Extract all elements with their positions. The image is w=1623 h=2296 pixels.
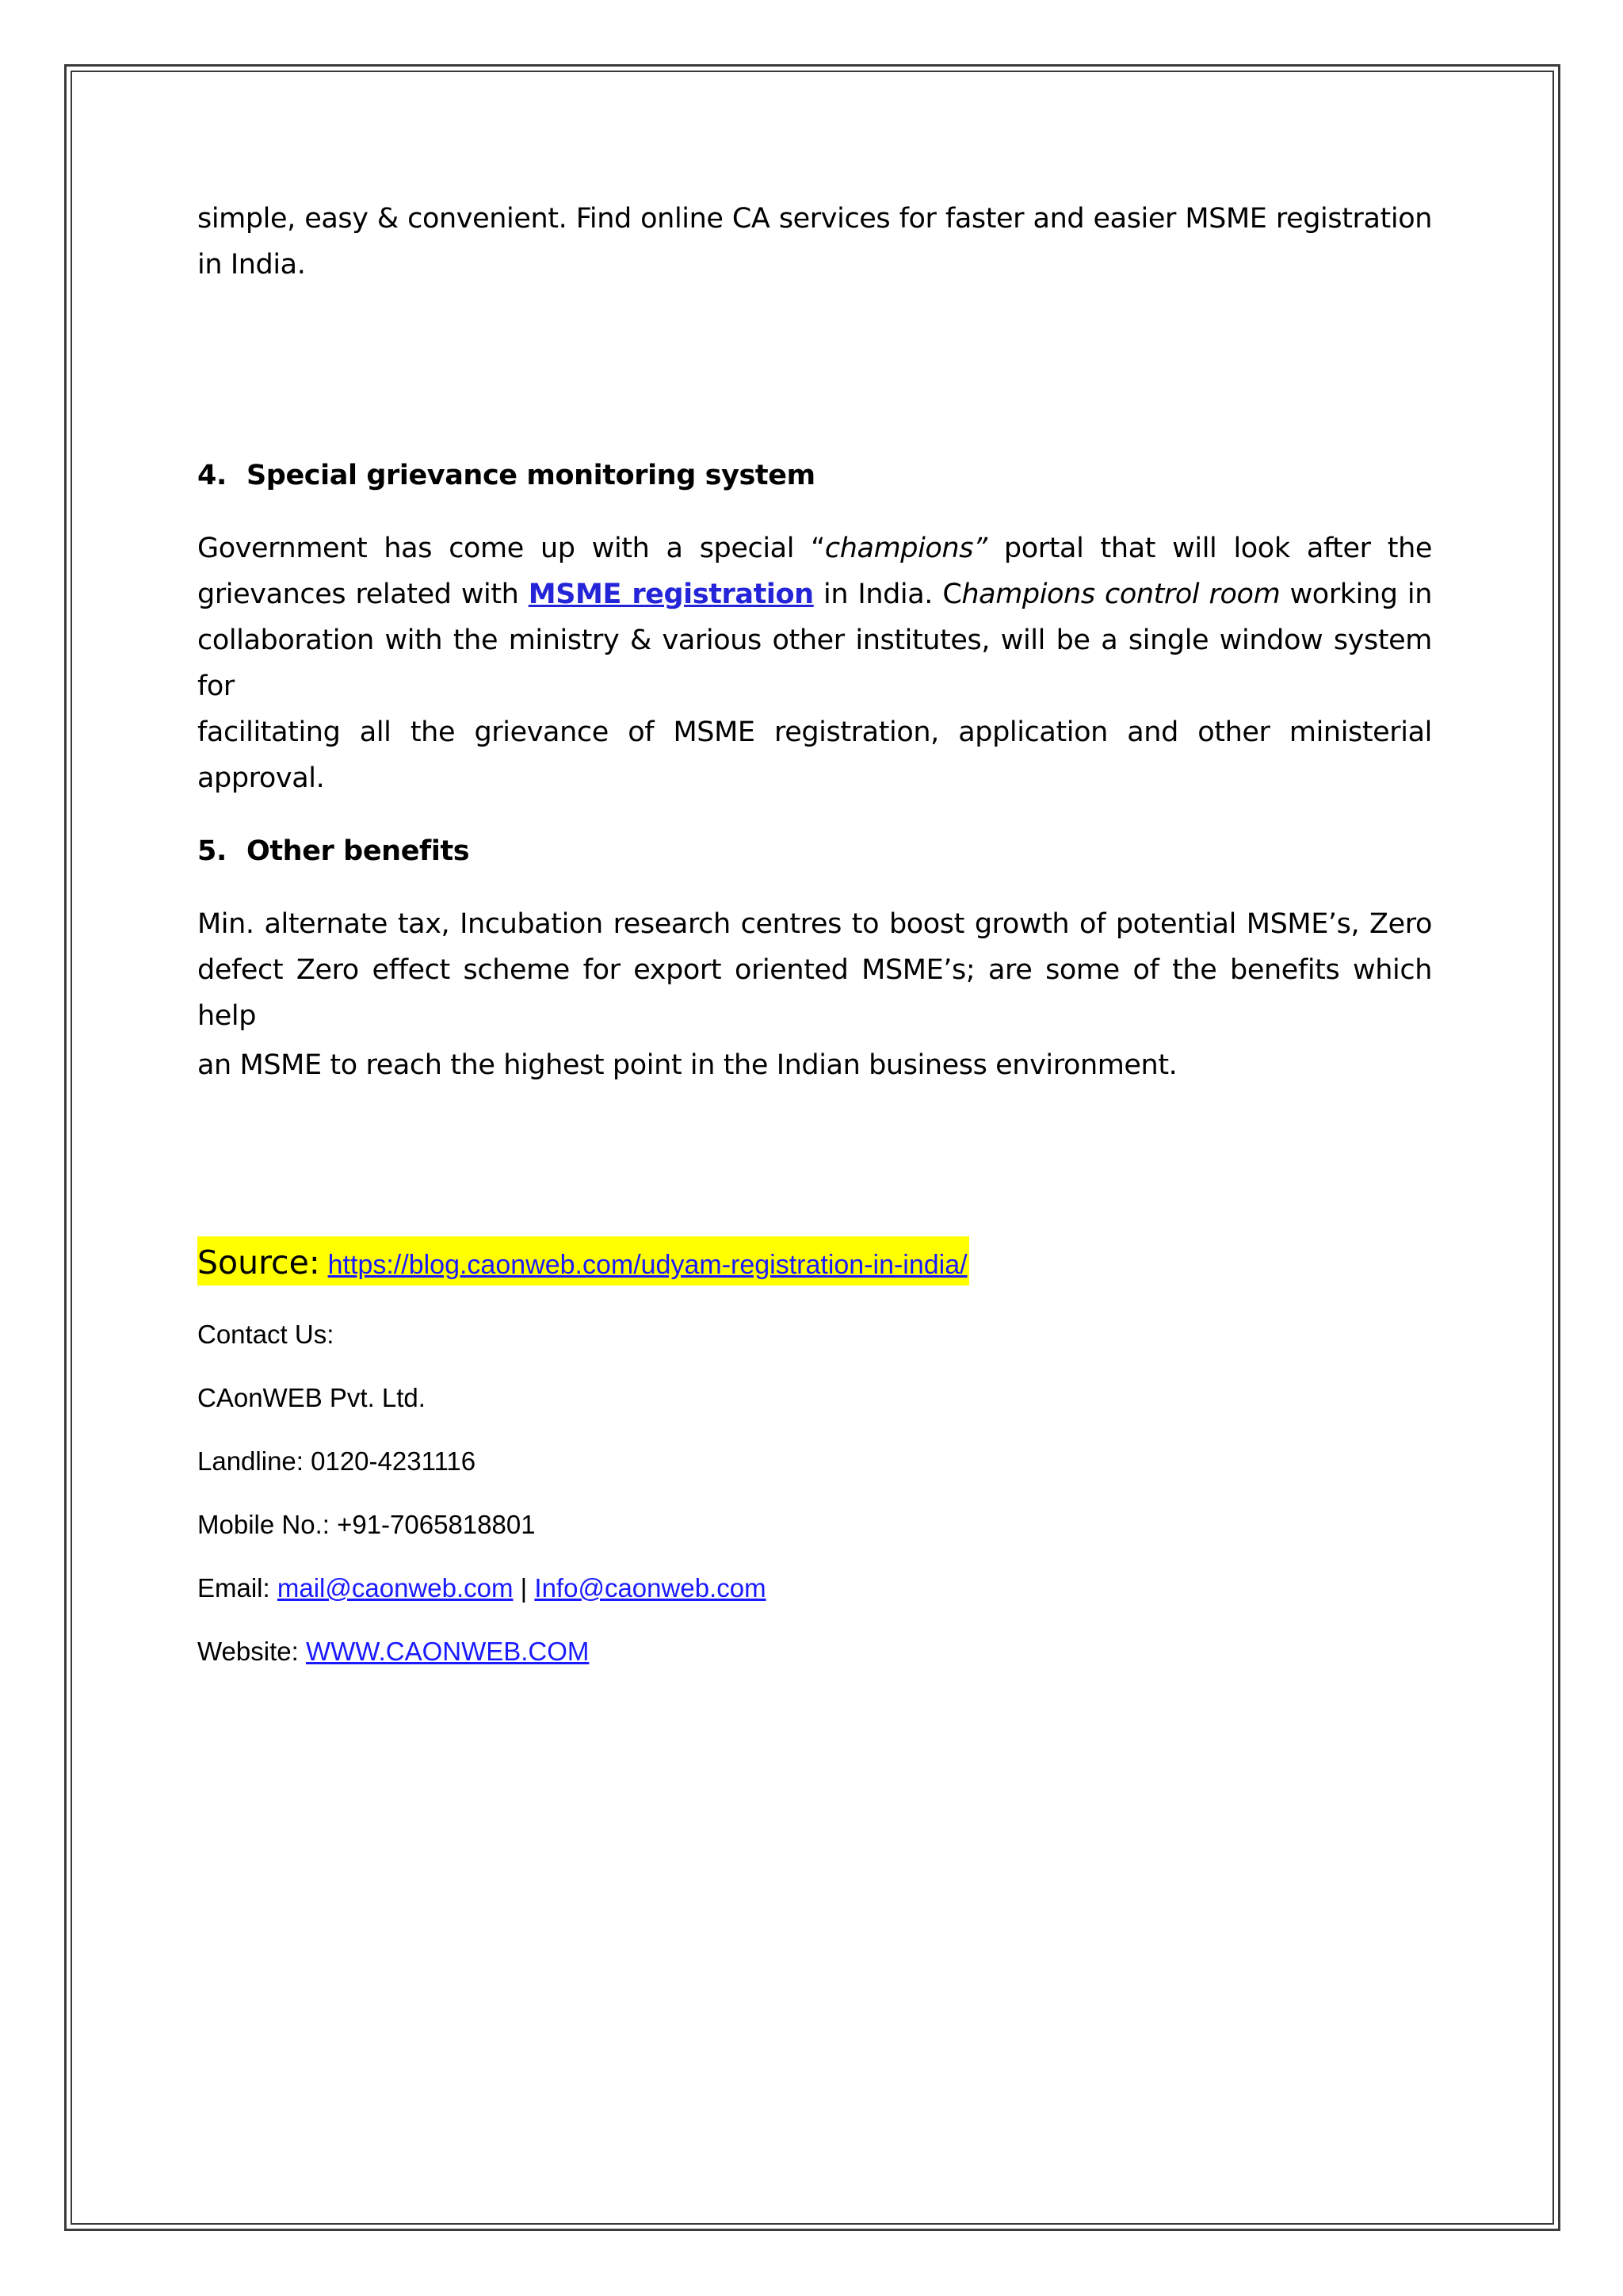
- msme-registration-link[interactable]: MSME registration: [528, 579, 814, 610]
- email-link-mail[interactable]: mail@caonweb.com: [277, 1573, 514, 1603]
- section-5-number: 5.: [197, 835, 227, 867]
- contact-mobile: Mobile No.: +91-7065818801: [197, 1510, 536, 1539]
- italic-control-room: hampions control room: [961, 579, 1281, 610]
- text-run: in India. C: [813, 579, 962, 610]
- email-separator: |: [513, 1573, 535, 1603]
- website-link[interactable]: WWW.CAONWEB.COM: [305, 1637, 590, 1666]
- section-4-number: 4.: [197, 460, 227, 491]
- contact-website: [197, 1636, 589, 1668]
- section-4-line-2: [197, 571, 1432, 617]
- page-border-inner: [71, 71, 1554, 2225]
- section-4-line-5: approval.: [197, 762, 325, 794]
- section-5-title: Other benefits: [246, 835, 470, 867]
- text-run: working in: [1280, 579, 1433, 610]
- section-4-title: Special grievance monitoring system: [246, 460, 815, 491]
- intro-paragraph: [197, 196, 1432, 288]
- section-5-heading: [197, 834, 1432, 869]
- source-line: [197, 1236, 969, 1286]
- section-5-paragraph: [197, 901, 1432, 1088]
- text-run: Government has come up with a special “: [197, 533, 825, 564]
- contact-heading: Contact Us:: [197, 1320, 334, 1349]
- source-label: Source:: [197, 1244, 320, 1282]
- text-run: grievances related with: [197, 579, 529, 610]
- section-5-line-2: defect Zero effect scheme for export oriented MSME’s; are some of the benefits which help: [197, 954, 1432, 1032]
- email-link-info[interactable]: Info@caonweb.com: [534, 1573, 766, 1603]
- contact-email: [197, 1572, 766, 1604]
- section-5-line-3: an MSME to reach the highest point in the Indian business environment.: [197, 1049, 1178, 1081]
- website-label: Website:: [197, 1637, 306, 1666]
- email-label: Email:: [197, 1573, 277, 1603]
- intro-line-1: simple, easy & convenient. Find online CA services for faster and easier MSME registration: [197, 203, 1432, 235]
- section-4-line-3: collaboration with the ministry & various other institutes, will be a single window system for: [197, 625, 1432, 702]
- section-4-line-1: [197, 525, 1432, 571]
- italic-champions: champions”: [824, 533, 987, 564]
- section-4-line-4: facilitating all the grievance of MSME registration, application and other ministerial: [197, 716, 1432, 748]
- section-4-heading: [197, 458, 1432, 493]
- source-url-link[interactable]: https://blog.caonweb.com/udyam-registration-in-india/: [327, 1250, 968, 1280]
- contact-company: CAonWEB Pvt. Ltd.: [197, 1383, 426, 1412]
- intro-line-2: in India.: [197, 249, 306, 281]
- section-4-paragraph: [197, 525, 1432, 801]
- contact-landline: Landline: 0120-4231116: [197, 1446, 476, 1476]
- section-5-line-1: Min. alternate tax, Incubation research centres to boost growth of potential MSME’s, Zero: [197, 908, 1432, 940]
- text-run: portal that will look after the: [987, 533, 1432, 564]
